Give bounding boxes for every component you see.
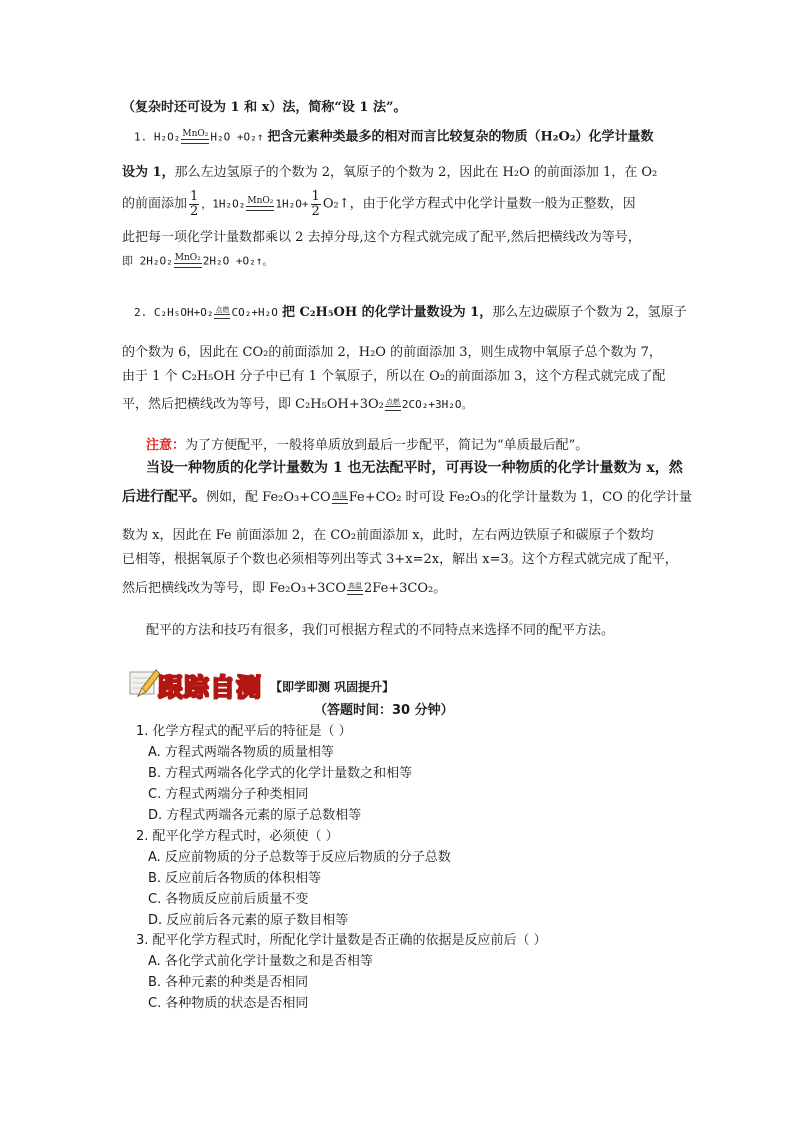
question-option: A. 方程式两端各物质的质量相等 [148, 745, 334, 760]
question-option: C. 方程式两端分子种类相同 [148, 787, 309, 802]
question-option: D. 方程式两端各元素的原子总数相等 [148, 808, 362, 823]
eq-products: H₂O +O₂↑ [210, 130, 264, 144]
intro-line: （复杂时还可设为 1 和 x）法，简称“设 1 法”。 [122, 100, 407, 115]
catalyst-arrow [181, 130, 209, 144]
catalyst-label: MnO₂ [182, 129, 209, 139]
ignite-arrow-2: 点燃 [385, 399, 401, 411]
question-stem: 2. 配平化学方程式时，必须使（ ） [136, 829, 339, 844]
note-line1: 注意：为了方便配平，一般将单质放到最后一步配平，简记为“单质最后配”。 [146, 438, 589, 453]
question-option: C. 各种物质的状态是否相同 [148, 996, 309, 1011]
note-line5: 然后把横线改为等号，即 Fe₂O₃+3CO 高温 2Fe+3CO₂。 [122, 581, 447, 596]
example2-line3: 由于 1 个 C₂H₅OH 分子中已有 1 个氧原子，所以在 O₂的前面添加 3，这个方程式就完成了配 [122, 369, 666, 384]
question-option: B. 各种元素的种类是否相同 [148, 975, 309, 990]
question-stem: 1. 化学方程式的配平后的特征是（ ） [136, 724, 352, 739]
high-temp-arrow-2: 高温 [347, 583, 363, 595]
note-line2: 后进行配平。例如，配 Fe₂O₃+CO 高温 Fe+CO₂ 时可设 Fe₂O₃的化学计量数为 1，CO 的化学计量 [122, 489, 692, 505]
catalyst-arrow-3: MnO₂ [174, 254, 202, 268]
pencil-icon [128, 666, 162, 700]
question-option: A. 各化学式前化学计量数之和是否相等 [148, 954, 373, 969]
high-temp-arrow: 高温 [332, 492, 348, 504]
example1-bold: 把含元素种类最多的相对而言比较复杂的物质（H₂O₂）化学计量数 [267, 129, 654, 145]
example1-line2: 设为 1，那么左边氢原子的个数为 2，氧原子的个数为 2，因此在 H₂O 的前面添加 1，在 O₂ [122, 165, 658, 180]
ignite-arrow: 点燃 [214, 307, 230, 319]
note-label: 注意： [146, 438, 186, 453]
eq-h2o2: 1. H₂O₂ [134, 130, 181, 144]
question-option: B. 反应前后各物质的体积相等 [148, 871, 322, 886]
catalyst-arrow-2: MnO₂ [246, 197, 274, 211]
question-stem: 3. 配平化学方程式时，所配化学计量数是否正确的依据是反应前后（ ） [136, 933, 547, 948]
example1-line4: 此把每一项化学计量数都乘以 2 去掉分母,这个方程式就完成了配平,然后把横线改为等号， [122, 230, 641, 245]
note-bold-line: 当设一种物质的化学计量数为 1 也无法配平时，可再设一种物质的化学计量数为 x，然 [146, 460, 683, 476]
section-banner: 跟踪自测 [158, 673, 263, 702]
note-line3: 数为 x，因此在 Fe 前面添加 2，在 CO₂前面添加 x，此时，左右两边铁原子和碳原子个数均 [122, 528, 654, 543]
fraction-half: $\frac{1}{2}$ [190, 189, 199, 219]
example2-line4: 平，然后把横线改为等号，即 C₂H₅OH+3O₂ 点燃 2CO₂+3H₂O。 [122, 397, 473, 412]
example1-line1 [134, 130, 653, 144]
question-option: D. 反应前后各元素的原子数目相等 [148, 913, 349, 928]
question-option: C. 各物质反应前后质量不变 [148, 892, 309, 907]
answer-time: （答题时间：30 分钟） [314, 703, 454, 718]
example2-line1: 2. C₂H₅OH+O₂ 点燃 CO₂+H₂O 把 C₂H₅OH 的化学计量数设为 1，那么左边碳原子个数为 2，氢原子 [134, 305, 687, 320]
example1-line3: 的前面添加 $\frac{1}{2}$ ，1H₂O₂ MnO₂ 1H₂O+ $\frac{1}{2}$ O₂↑，由于化学方程式中化学计量数一般为正整数，因 [122, 189, 636, 219]
example2-line2: 的个数为 6，因此在 CO₂的前面添加 2，H₂O 的前面添加 3，则生成物中氧原子总个数为 7， [122, 345, 662, 360]
question-option: B. 方程式两端各化学式的化学计量数之和相等 [148, 766, 413, 781]
note-line4: 已相等，根据氧原子个数也必须相等列出等式 3+x=2x，解出 x=3。这个方程式就完成了配平， [122, 552, 678, 567]
summary-line: 配平的方法和技巧有很多，我们可根据方程式的不同特点来选择不同的配平方法。 [146, 623, 615, 638]
section-subtitle: 【即学即测 巩固提升】 [270, 680, 395, 694]
example1-line5: 即 2H₂O₂ MnO₂ 2H₂O +O₂↑。 [122, 253, 274, 268]
fraction-half-2: $\frac{1}{2}$ [311, 189, 320, 219]
question-option: A. 反应前物质的分子总数等于反应后物质的分子总数 [148, 850, 451, 865]
